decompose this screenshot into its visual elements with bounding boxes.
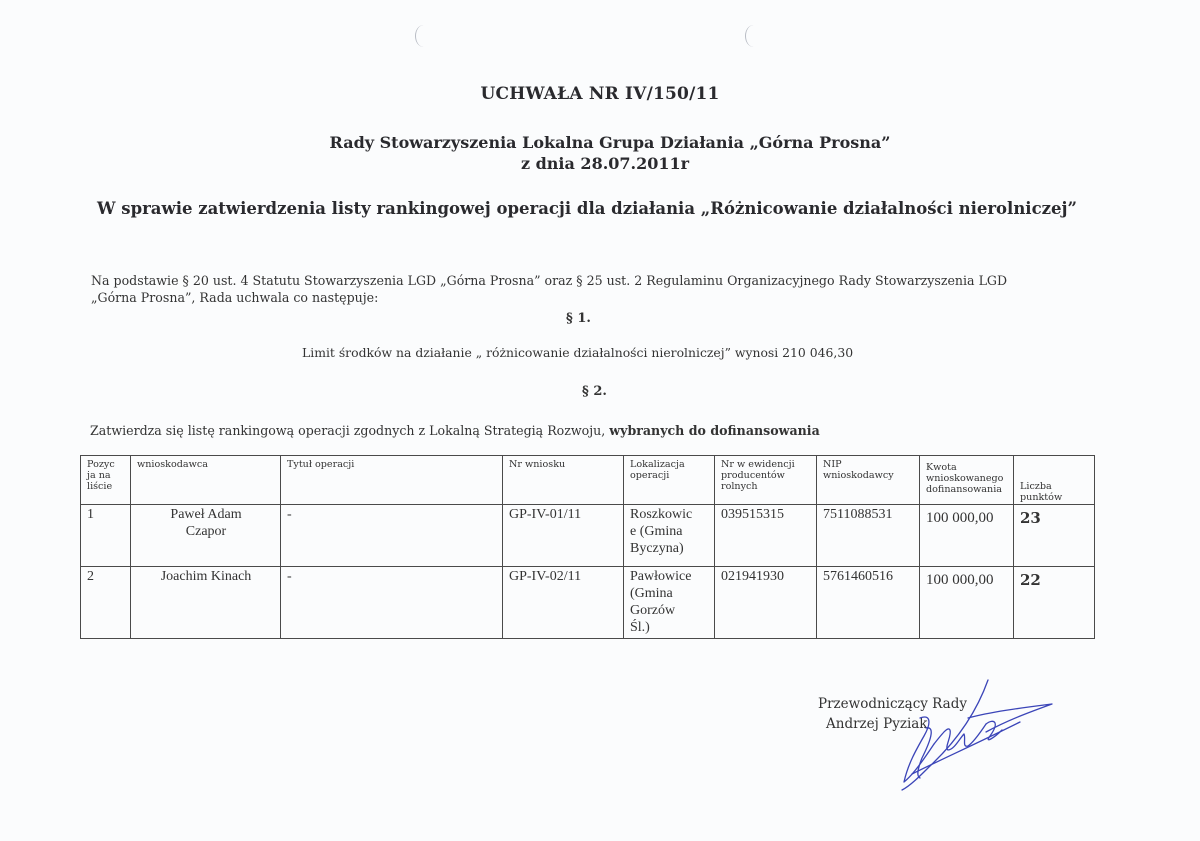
header-nip bbox=[817, 456, 920, 505]
preamble-line-2: „Górna Prosna”, Rada uchwala co następuje: bbox=[91, 290, 379, 305]
cell-amount: 100 000,00 bbox=[920, 567, 1014, 639]
location-line: Śl.) bbox=[630, 620, 650, 635]
cell-points: 23 bbox=[1014, 505, 1095, 567]
cell-application-no: GP-IV-02/11 bbox=[503, 567, 624, 639]
header-position-line: ja na bbox=[87, 470, 111, 481]
header-registry bbox=[715, 456, 817, 505]
resolution-subject: W sprawie zatwierdzenia listy rankingowej operacji dla działania „Różnicowanie działalności nierolniczej” bbox=[97, 199, 1077, 218]
header-nip-line: NIP bbox=[823, 459, 842, 470]
handwritten-signature-icon bbox=[890, 678, 1060, 798]
punch-hole-right bbox=[745, 25, 762, 47]
header-applicant: wnioskodawca bbox=[131, 456, 281, 505]
location-line: Roszkowic bbox=[630, 507, 693, 522]
section-2-text bbox=[90, 423, 820, 438]
signatory-name: Andrzej Pyziak bbox=[826, 716, 928, 732]
applicant-line: Czapor bbox=[185, 524, 227, 539]
header-location-line: Lokalizacja bbox=[630, 459, 685, 470]
header-points bbox=[1014, 456, 1095, 505]
section-2-heading: § 2. bbox=[582, 384, 607, 399]
cell-nip: 5761460516 bbox=[817, 567, 920, 639]
resolution-issuer: Rady Stowarzyszenia Lokalna Grupa Działania „Górna Prosna” bbox=[329, 133, 891, 152]
cell-position: 2 bbox=[81, 567, 131, 639]
header-location bbox=[624, 456, 715, 505]
cell-registry-no: 039515315 bbox=[715, 505, 817, 567]
header-nip-line: wnioskodawcy bbox=[823, 470, 894, 481]
header-registry-line: Nr w ewidencji bbox=[721, 459, 795, 470]
header-points-line: Liczba bbox=[1020, 481, 1052, 492]
cell-applicant bbox=[131, 567, 281, 639]
applicant-line: Joachim Kinach bbox=[160, 569, 252, 584]
header-amount bbox=[920, 456, 1014, 505]
header-registry-line: rolnych bbox=[721, 481, 758, 492]
cell-position: 1 bbox=[81, 505, 131, 567]
location-line: Byczyna) bbox=[630, 541, 684, 556]
section-1-heading: § 1. bbox=[566, 311, 591, 326]
cell-title: - bbox=[281, 505, 503, 567]
section-1-text: Limit środków na działanie „ różnicowanie działalności nierolniczej” wynosi 210 046,30 bbox=[302, 345, 854, 360]
header-position bbox=[81, 456, 131, 505]
header-amount-line: wnioskowanego bbox=[926, 473, 1004, 484]
header-points-line: punktów bbox=[1020, 492, 1063, 503]
table-row bbox=[81, 505, 1095, 567]
resolution-date: z dnia 28.07.2011r bbox=[520, 154, 690, 173]
cell-registry-no: 021941930 bbox=[715, 567, 817, 639]
header-title: Tytuł operacji bbox=[281, 456, 503, 505]
header-application-no: Nr wniosku bbox=[503, 456, 624, 505]
header-amount-line: dofinansowania bbox=[926, 484, 1002, 495]
header-position-line: liście bbox=[87, 481, 113, 492]
section-2-text-plain: Zatwierdza się listę rankingową operacji zgodnych z Lokalną Strategią Rozwoju, bbox=[90, 423, 610, 438]
header-amount-line: Kwota bbox=[926, 462, 957, 473]
cell-location bbox=[624, 505, 715, 567]
preamble-line-1: Na podstawie § 20 ust. 4 Statutu Stowarzyszenia LGD „Górna Prosna” oraz § 25 ust. 2 Regulaminu Organizacyjnego Rady Stowarzyszenia LGD bbox=[91, 273, 1008, 288]
location-line: (Gmina bbox=[630, 586, 673, 601]
header-location-line: operacji bbox=[630, 470, 670, 481]
header-registry-line: producentów bbox=[721, 470, 785, 481]
cell-points: 22 bbox=[1014, 567, 1095, 639]
cell-applicant bbox=[131, 505, 281, 567]
table-row bbox=[81, 567, 1095, 639]
resolution-title: UCHWAŁA NR IV/150/11 bbox=[480, 84, 720, 104]
cell-nip: 7511088531 bbox=[817, 505, 920, 567]
cell-amount: 100 000,00 bbox=[920, 505, 1014, 567]
header-position-line: Pozyc bbox=[87, 459, 115, 470]
location-line: e (Gmina bbox=[630, 524, 683, 539]
location-line: Gorzów bbox=[630, 603, 676, 618]
section-2-text-bold: wybranych do dofinansowania bbox=[609, 423, 820, 438]
location-line: Pawłowice bbox=[630, 569, 692, 584]
cell-location bbox=[624, 567, 715, 639]
cell-application-no: GP-IV-01/11 bbox=[503, 505, 624, 567]
applicant-line: Paweł Adam bbox=[170, 507, 242, 522]
punch-hole-left bbox=[415, 25, 432, 47]
ranking-table bbox=[80, 455, 1095, 639]
table-header-row bbox=[81, 456, 1095, 505]
signatory-role: Przewodniczący Rady bbox=[818, 696, 967, 712]
cell-title: - bbox=[281, 567, 503, 639]
